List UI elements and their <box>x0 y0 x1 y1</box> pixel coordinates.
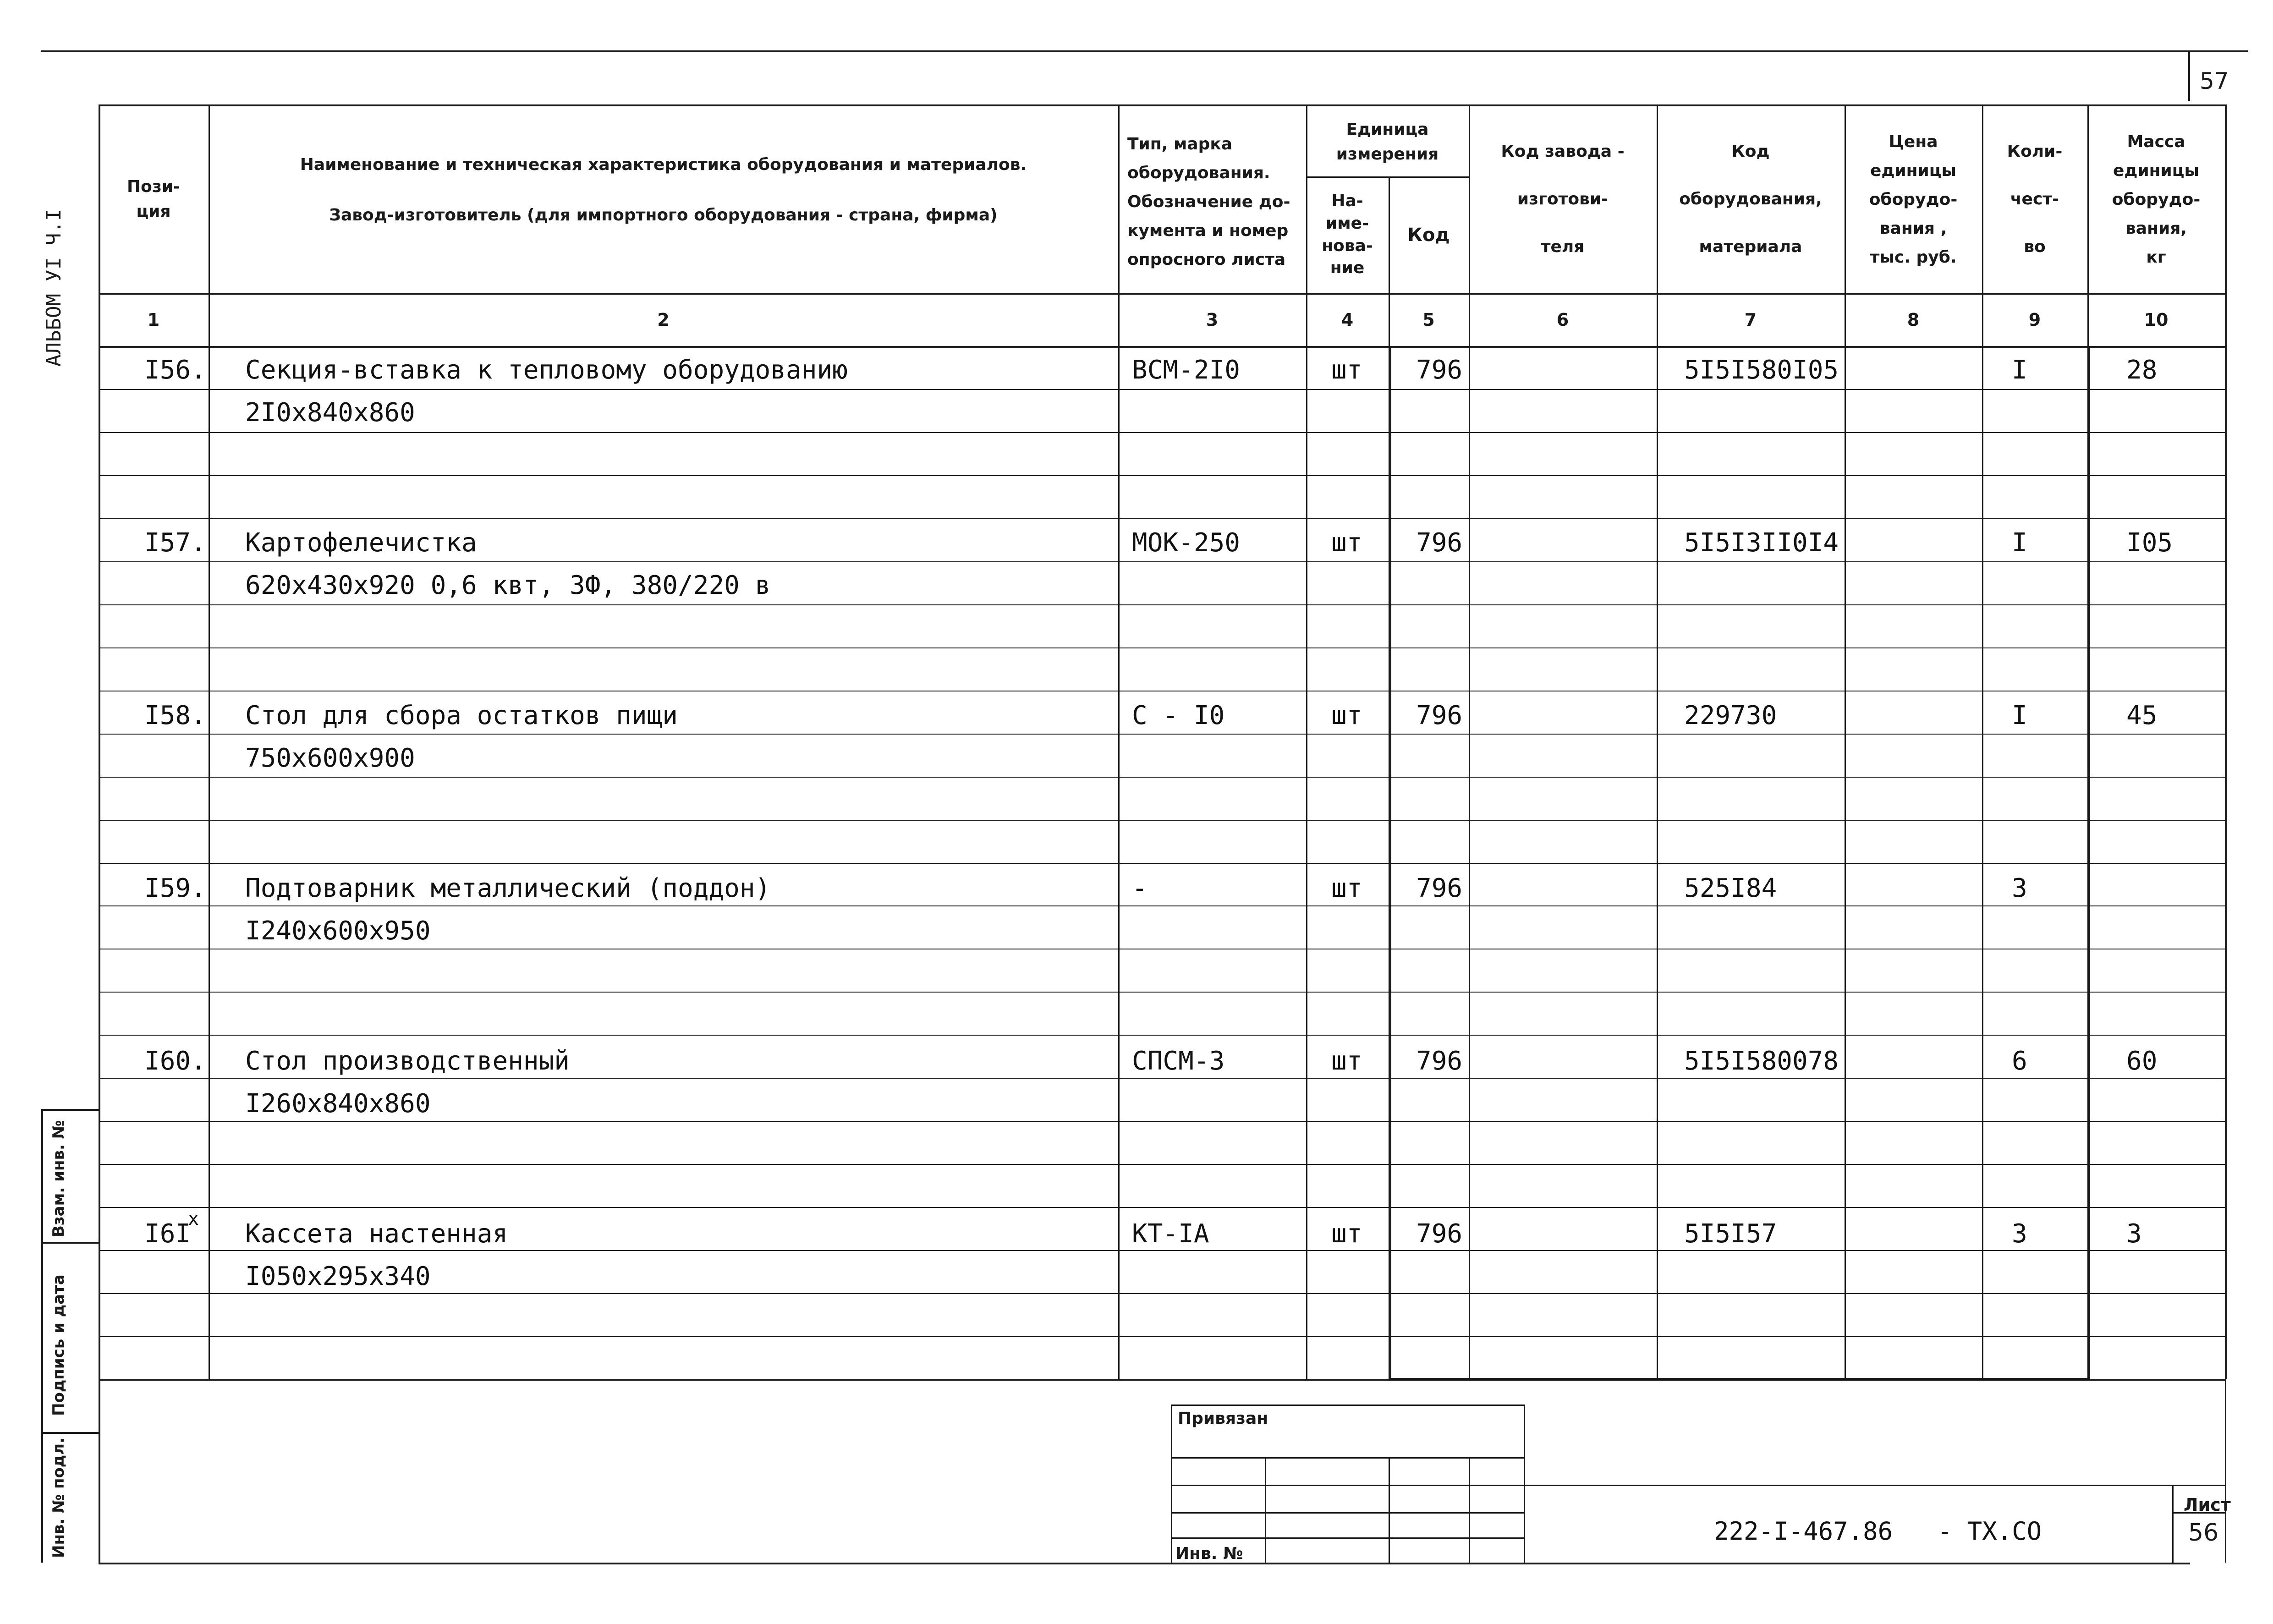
stamp-line <box>1171 1405 1524 1406</box>
inv-no-label: Инв. № <box>1175 1544 1243 1563</box>
col-number: 1 <box>147 309 160 330</box>
col-number: 4 <box>1341 309 1354 330</box>
item-equipment-code: 525I84 <box>1684 873 1777 903</box>
item-quantity: I <box>2012 355 2027 385</box>
item-dimensions: 2I0х840х860 <box>245 398 415 428</box>
stamp-line <box>1171 1512 1524 1514</box>
item-name: Стол для сбора остатков пищи <box>245 701 678 730</box>
row-line <box>99 1078 2225 1079</box>
item-type: СПСМ-3 <box>1132 1046 1225 1076</box>
row-line <box>99 647 2225 648</box>
item-position: I59. <box>144 873 206 903</box>
item-mass: 60 <box>2126 1046 2158 1076</box>
col-number: 6 <box>1556 309 1569 330</box>
item-unit: шт <box>1331 1219 1362 1249</box>
item-unit: шт <box>1331 701 1362 730</box>
header-unit-name: На- име- нова- ние <box>1322 192 1373 278</box>
row-line <box>99 1121 2225 1122</box>
item-quantity: 3 <box>2012 1219 2027 1249</box>
row-line <box>99 1164 2225 1165</box>
item-position: I57. <box>144 528 206 558</box>
item-unit-code: 796 <box>1416 1046 1463 1076</box>
item-name: Подтоварник металлический (поддон) <box>245 873 771 903</box>
item-unit: шт <box>1331 528 1362 558</box>
item-type: - <box>1132 873 1147 903</box>
row-line <box>99 1336 2225 1337</box>
row-line <box>99 604 2225 605</box>
item-unit-code: 796 <box>1416 1219 1463 1249</box>
header-equipment-code: Код оборудования, материала <box>1679 142 1822 257</box>
row-line <box>99 777 2225 778</box>
item-dimensions: 750х600х900 <box>245 743 415 773</box>
item-position: I6I <box>144 1219 191 1249</box>
row-line <box>99 561 2225 562</box>
item-quantity: I <box>2012 701 2027 730</box>
item-type: С - I0 <box>1132 701 1225 730</box>
item-dimensions: 620х430х920 0,6 квт, 3Ф, 380/220 в <box>245 571 771 600</box>
item-position: I60. <box>144 1046 206 1076</box>
item-dimensions: I240х600х950 <box>245 916 431 946</box>
stamp-podpis-data: Подпись и дата <box>49 1274 68 1416</box>
item-name: Секция-вставка к тепловому оборудованию <box>245 355 848 385</box>
stamp-line <box>1171 1405 1172 1563</box>
item-equipment-code: 5I5I3II0I4 <box>1684 528 1839 558</box>
row-line <box>99 905 2225 906</box>
row-line <box>99 1250 2225 1251</box>
header-unit: Единица измерения <box>1336 120 1439 164</box>
header-type: Тип, марка оборудования. Обозначение до- кумента и номер опросного листа <box>1127 134 1290 269</box>
item-unit-code: 796 <box>1416 355 1463 385</box>
col-number: 5 <box>1422 309 1435 330</box>
stamp-vzam-inv: Взам. инв. № <box>49 1120 68 1237</box>
row-line <box>99 518 2225 519</box>
stamp-line <box>1171 1537 1524 1539</box>
item-unit-code: 796 <box>1416 528 1463 558</box>
item-mass: I05 <box>2126 528 2173 558</box>
item-mass: 28 <box>2126 355 2158 385</box>
header-name-b: Завод-изготовитель (для импортного оборудования - страна, фирма) <box>329 206 998 225</box>
table-border-right <box>2225 104 2227 1379</box>
header-quantity: Коли- чест- во <box>2007 142 2063 257</box>
row-line <box>99 475 2225 476</box>
header-factory-code: Код завода - изготови- теля <box>1501 142 1625 257</box>
col-number: 7 <box>1744 309 1757 330</box>
stamp-line <box>1389 1457 1390 1563</box>
row-line <box>99 863 2225 864</box>
page-number-top: 57 <box>2200 68 2229 94</box>
item-equipment-code: 5I5I580I05 <box>1684 355 1839 385</box>
sheet-box-line <box>2172 1485 2174 1563</box>
item-position: I56. <box>144 355 206 385</box>
header-position: Пози- ция <box>127 177 180 221</box>
header-mass: Масса единицы оборудо- вания, кг <box>2112 132 2201 267</box>
item-mass: 45 <box>2126 701 2158 730</box>
item-quantity: 3 <box>2012 873 2027 903</box>
item-type: МОК-250 <box>1132 528 1241 558</box>
sheet-label: Лист <box>2184 1495 2231 1515</box>
col-number: 10 <box>2144 309 2169 330</box>
row-line <box>99 820 2225 821</box>
item-position-superscript: x <box>188 1208 199 1229</box>
item-equipment-code: 229730 <box>1684 701 1777 730</box>
row-line <box>99 1035 2225 1036</box>
frame-bottom <box>99 1563 2190 1564</box>
stamp-inv-podl: Инв. № подл. <box>49 1437 68 1558</box>
item-unit-code: 796 <box>1416 701 1463 730</box>
sheet-box-line <box>2225 1379 2226 1563</box>
item-equipment-code: 5I5I57 <box>1684 1219 1777 1249</box>
header-name-a: Наименование и техническая характеристика оборудования и материалов. <box>300 155 1027 174</box>
document-code: 222-I-467.86 - ТХ.СО <box>1714 1517 2042 1546</box>
col-number: 3 <box>1206 309 1219 330</box>
row-line <box>99 432 2225 433</box>
column-numbers-divider <box>99 346 2225 348</box>
item-unit: шт <box>1331 1046 1362 1076</box>
header-price: Цена единицы оборудо- вания , тыс. руб. <box>1869 132 1958 267</box>
item-unit: шт <box>1331 355 1362 385</box>
stamp-line <box>1171 1485 1524 1486</box>
stamp-line <box>1524 1405 1525 1563</box>
item-type: КТ-IА <box>1132 1219 1209 1249</box>
row-line <box>99 1293 2225 1294</box>
col-number: 9 <box>2028 309 2041 330</box>
row-line <box>99 1207 2225 1208</box>
stamp-line <box>1171 1457 1524 1459</box>
header-unit-code: Код <box>1407 224 1450 246</box>
item-name: Кассета настенная <box>245 1219 508 1249</box>
album-label: АЛЬБОМ УI Ч.I <box>42 208 66 367</box>
row-line <box>99 992 2225 993</box>
item-unit: шт <box>1331 873 1362 903</box>
item-name: Картофелечистка <box>245 528 477 558</box>
stamp-line <box>1265 1457 1266 1563</box>
col-number: 8 <box>1907 309 1920 330</box>
stamp-line <box>1469 1457 1470 1563</box>
sheet-number: 56 <box>2188 1519 2219 1547</box>
item-quantity: 6 <box>2012 1046 2027 1076</box>
item-quantity: I <box>2012 528 2027 558</box>
table-body-bottom <box>99 1379 2225 1381</box>
col-number: 2 <box>657 309 670 330</box>
item-unit-code: 796 <box>1416 873 1463 903</box>
item-mass: 3 <box>2126 1219 2142 1249</box>
row-line <box>99 389 2225 390</box>
item-position: I58. <box>144 701 206 730</box>
item-dimensions: I260х840х860 <box>245 1089 431 1119</box>
item-name: Стол производственный <box>245 1046 570 1076</box>
item-equipment-code: 5I5I580078 <box>1684 1046 1839 1076</box>
item-dimensions: I050х295х340 <box>245 1262 431 1291</box>
row-line <box>99 734 2225 735</box>
item-type: ВСМ-2I0 <box>1132 355 1241 385</box>
privyazan-label: Привязан <box>1178 1409 1268 1428</box>
title-block-line <box>1524 1485 2225 1486</box>
